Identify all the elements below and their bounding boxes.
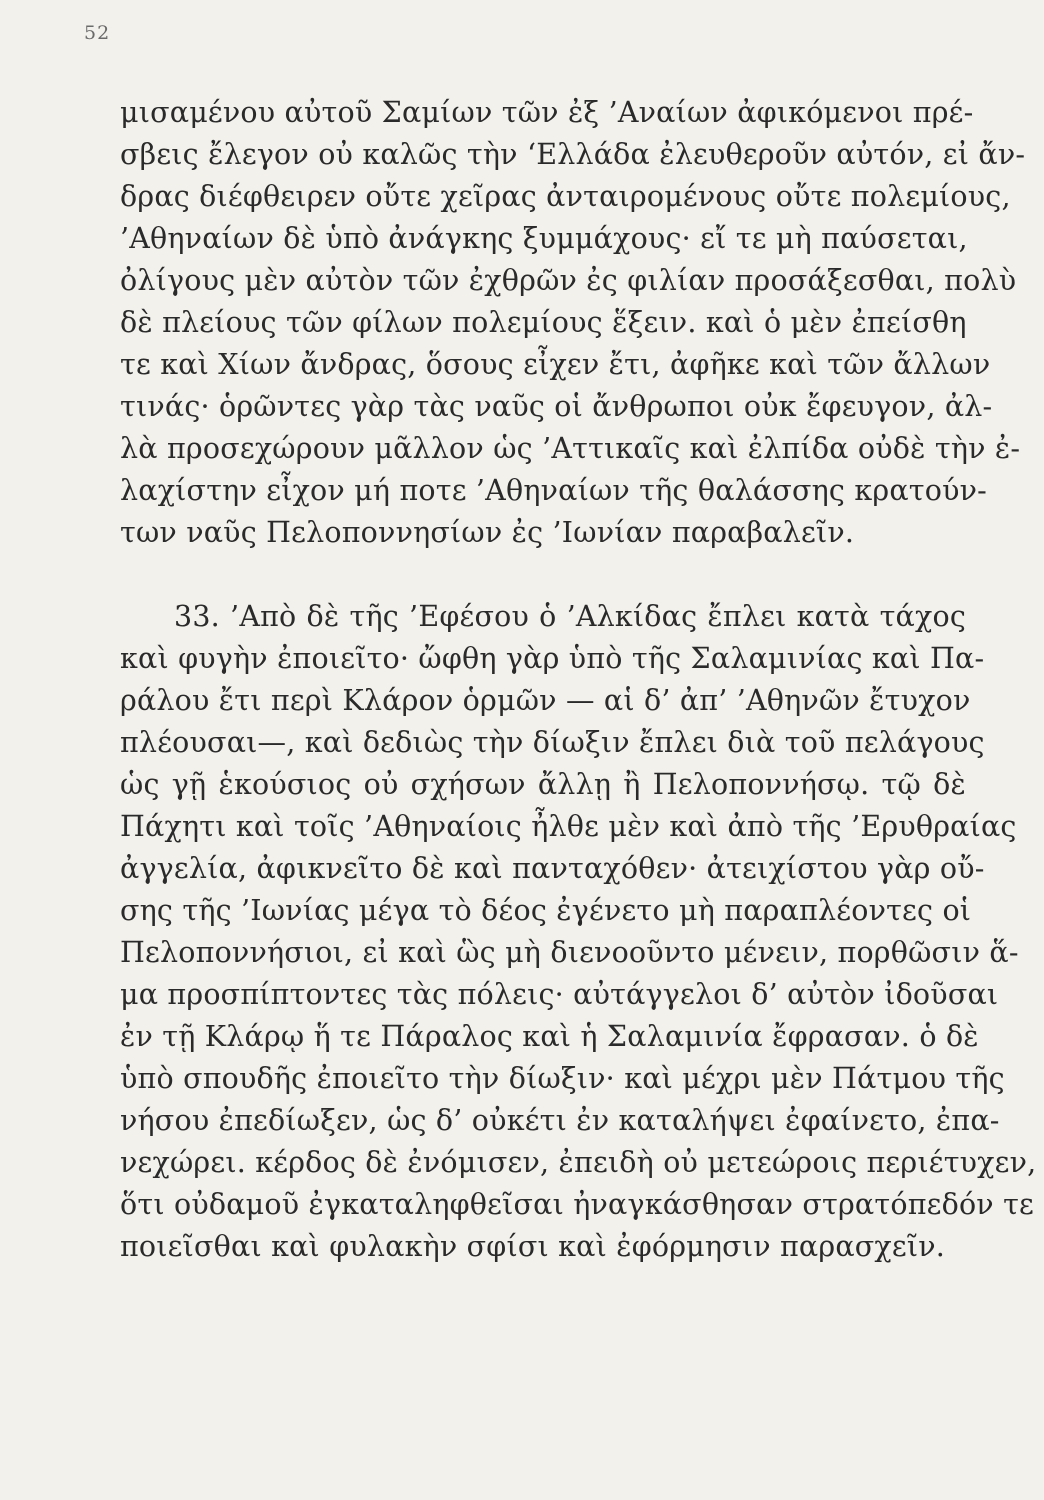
- text-line: Πάχητι καὶ τοῖς ’Αθηναίοις ἦλθε μὲν καὶ ἀπὸ τῆς ’Ερυθραίας: [120, 810, 1017, 843]
- page-number: 52: [84, 22, 111, 44]
- text-line: ὑπὸ σπουδῆς ἐποιεῖτο τὴν δίωξιν· καὶ μέχρι μὲν Πάτμου τῆς: [120, 1062, 1005, 1095]
- text-line: δὲ πλείους τῶν φίλων πολεμίους ἕξειν. καὶ ὁ μὲν ἐπείσθη: [120, 306, 967, 339]
- text-line: ὀλίγους μὲν αὐτὸν τῶν ἐχθρῶν ἐς φιλίαν προσάξεσθαι, πολὺ: [120, 264, 1017, 297]
- text-line: ὡς γῇ ἑκούσιος οὐ σχήσων ἄλλῃ ἢ Πελοποννήσῳ. τῷ δὲ: [120, 768, 966, 801]
- text-line: ἀγγελία, ἀφικνεῖτο δὲ καὶ πανταχόθεν· ἀτειχίστου γὰρ οὔ-: [120, 852, 985, 885]
- text-line: λαχίστην εἶχον μή ποτε ’Αθηναίων τῆς θαλάσσης κρατούν-: [120, 474, 987, 507]
- text-line: ἐν τῇ Κλάρῳ ἥ τε Πάραλος καὶ ἡ Σαλαμινία ἔφρασαν. ὁ δὲ: [120, 1020, 979, 1053]
- text-line: τινάς· ὁρῶντες γὰρ τὰς ναῦς οἱ ἄνθρωποι οὐκ ἔφευγον, ἀλ-: [120, 390, 993, 423]
- text-line: τε καὶ Χίων ἄνδρας, ὅσους εἶχεν ἔτι, ἀφῆκε καὶ τῶν ἄλλων: [120, 348, 991, 381]
- text-line: ’Αθηναίων δὲ ὑπὸ ἀνάγκης ξυμμάχους· εἴ τε μὴ παύσεται,: [120, 222, 968, 255]
- text-line: ράλου ἔτι περὶ Κλάρον ὁρμῶν — αἱ δ’ ἀπ’ ’Αθηνῶν ἔτυχον: [120, 684, 971, 717]
- text-line: των ναῦς Πελοποννησίων ἐς ’Ιωνίαν παραβαλεῖν.: [120, 516, 855, 549]
- text-line: μισαμένου αὐτοῦ Σαμίων τῶν ἐξ ’Αναίων ἀφικόμενοι πρέ-: [120, 96, 974, 129]
- text-line: δρας διέφθειρεν οὔτε χεῖρας ἀνταιρομένους οὔτε πολεμίους,: [120, 180, 1011, 213]
- text-line: λὰ προσεχώρουν μᾶλλον ὡς ’Αττικαῖς καὶ ἐλπίδα οὐδὲ τὴν ἐ-: [120, 432, 1021, 465]
- text-line: ὅτι οὐδαμοῦ ἐγκαταληφθεῖσαι ἠναγκάσθησαν στρατόπεδόν τε: [120, 1188, 1035, 1221]
- text-line: πλέουσαι—, καὶ δεδιὼς τὴν δίωξιν ἔπλει διὰ τοῦ πελάγους: [120, 726, 985, 759]
- paragraph-2: [120, 596, 1037, 1268]
- text-line: σης τῆς ’Ιωνίας μέγα τὸ δέος ἐγένετο μὴ παραπλέοντες οἱ: [120, 894, 972, 927]
- text-line: νήσου ἐπεδίωξεν, ὡς δ’ οὐκέτι ἐν καταλήψει ἐφαίνετο, ἐπα-: [120, 1104, 1000, 1137]
- text-line: νεχώρει. κέρδος δὲ ἐνόμισεν, ἐπειδὴ οὐ μετεώροις περιέτυχεν,: [120, 1146, 1037, 1179]
- text-line: ποιεῖσθαι καὶ φυλακὴν σφίσι καὶ ἐφόρμησιν παρασχεῖν.: [120, 1230, 946, 1263]
- text-line: καὶ φυγὴν ἐποιεῖτο· ὤφθη γὰρ ὑπὸ τῆς Σαλαμινίας καὶ Πα-: [120, 642, 985, 675]
- text-line: 33. ’Απὸ δὲ τῆς ’Εφέσου ὁ ’Αλκίδας ἔπλει κατὰ τάχος: [174, 600, 966, 633]
- text-line: Πελοποννήσιοι, εἰ καὶ ὣς μὴ διενοοῦντο μένειν, πορθῶσιν ἅ-: [120, 936, 1019, 969]
- paragraph-1: [120, 92, 1026, 554]
- text-line: μα προσπίπτοντες τὰς πόλεις· αὐτάγγελοι δ’ αὐτὸν ἰδοῦσαι: [120, 978, 999, 1011]
- text-line: σβεις ἔλεγον οὐ καλῶς τὴν ‘Ελλάδα ἐλευθεροῦν αὐτόν, εἰ ἄν-: [120, 138, 1026, 171]
